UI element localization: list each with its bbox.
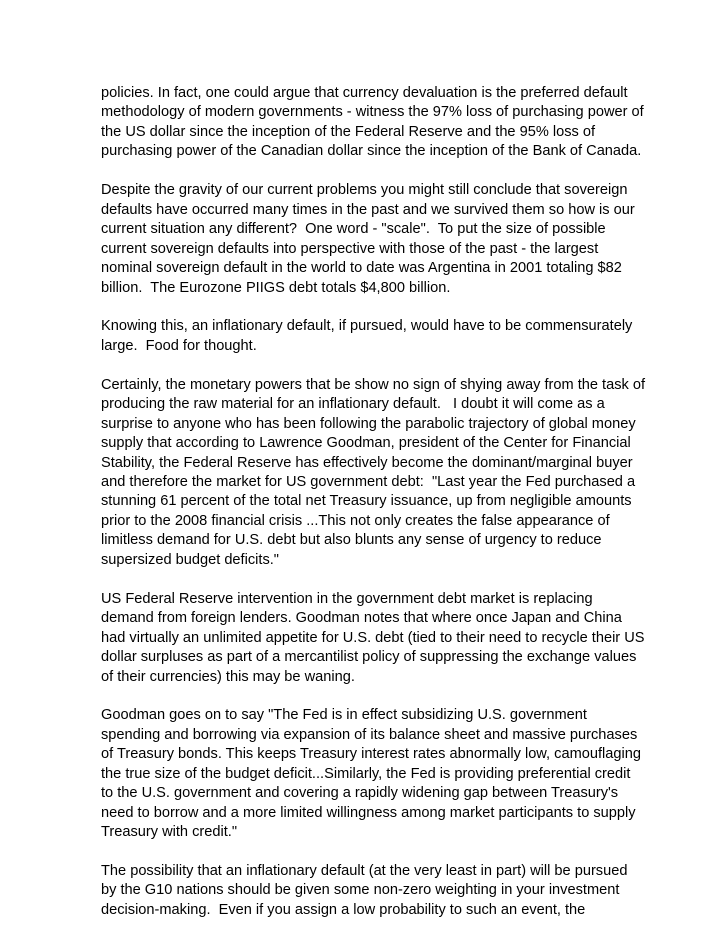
text-line: Certainly, the monetary powers that be show no sign of shying away from the task of bbox=[101, 376, 646, 393]
text-line: need to borrow and a more limited willingness among market participants to supply bbox=[101, 804, 636, 821]
text-line: US Federal Reserve intervention in the government debt market is replacing bbox=[101, 590, 593, 607]
text-line: decision-making. Even if you assign a low probability to such an event, the bbox=[101, 901, 586, 918]
text-line: defaults have occurred many times in the past and we survived them so how is our bbox=[101, 201, 635, 218]
text-line: purchasing power of the Canadian dollar since the inception of the Bank of Canada. bbox=[101, 143, 642, 160]
text-line: policies. In fact, one could argue that currency devaluation is the preferred default bbox=[101, 85, 628, 101]
text-line: the US dollar since the inception of the Federal Reserve and the 95% loss of bbox=[101, 123, 596, 140]
text-line: the true size of the budget deficit...Similarly, the Fed is providing preferential credit bbox=[101, 765, 631, 782]
text-line: billion. The Eurozone PIIGS debt totals $4,800 billion. bbox=[101, 279, 451, 296]
text-line: Stability, the Federal Reserve has effectively become the dominant/marginal buyer bbox=[101, 454, 633, 471]
text-line: Despite the gravity of our current problems you might still conclude that sovereign bbox=[101, 182, 628, 199]
paragraph-scale bbox=[101, 181, 691, 298]
document-page bbox=[101, 84, 691, 940]
text-line: methodology of modern governments - witness the 97% loss of purchasing power of bbox=[101, 104, 644, 121]
paragraph-currency-devaluation bbox=[101, 84, 691, 162]
text-line: had virtually an unlimited appetite for U.S. debt (tied to their need to recycle their US bbox=[101, 629, 645, 646]
paragraph-monetary-powers bbox=[101, 376, 691, 571]
paragraph-fed-intervention bbox=[101, 590, 691, 687]
paragraph-inflationary-default bbox=[101, 862, 691, 920]
text-line: current sovereign defaults into perspective with those of the past - the largest bbox=[101, 240, 599, 257]
paragraph-food-for-thought bbox=[101, 317, 691, 356]
text-line: Goodman goes on to say "The Fed is in effect subsidizing U.S. government bbox=[101, 707, 587, 724]
text-line: demand from foreign lenders. Goodman notes that where once Japan and China bbox=[101, 610, 622, 627]
text-line: by the G10 nations should be given some non-zero weighting in your investment bbox=[101, 882, 620, 899]
text-line: stunning 61 percent of the total net Treasury issuance, up from negligible amounts bbox=[101, 493, 632, 510]
text-line: surprise to anyone who has been following the parabolic trajectory of global money bbox=[101, 415, 636, 432]
text-line: large. Food for thought. bbox=[101, 337, 257, 354]
text-line: limitless demand for U.S. debt but also blunts any sense of urgency to reduce bbox=[101, 532, 602, 549]
text-line: Knowing this, an inflationary default, if pursued, would have to be commensurately bbox=[101, 318, 633, 335]
text-line: and therefore the market for US government debt: "Last year the Fed purchased a bbox=[101, 474, 636, 491]
text-line: Treasury with credit." bbox=[101, 824, 238, 841]
text-line: dollar surpluses as part of a mercantilist policy of suppressing the exchange values bbox=[101, 649, 637, 666]
text-line: supply that according to Lawrence Goodman, president of the Center for Financial bbox=[101, 435, 631, 452]
text-line: of Treasury bonds. This keeps Treasury interest rates abnormally low, camouflaging bbox=[101, 746, 641, 763]
text-line: current situation any different? One word - "scale". To put the size of possible bbox=[101, 221, 606, 238]
text-line: producing the raw material for an inflationary default. I doubt it will come as a bbox=[101, 396, 605, 413]
text-line: nominal sovereign default in the world to date was Argentina in 2001 totaling $82 bbox=[101, 260, 622, 277]
text-line: prior to the 2008 financial crisis ...This not only creates the false appearance of bbox=[101, 512, 610, 529]
text-line: to the U.S. government and covering a rapidly widening gap between Treasury's bbox=[101, 785, 619, 802]
text-line: The possibility that an inflationary default (at the very least in part) will be pursued bbox=[101, 863, 628, 880]
text-line: spending and borrowing via expansion of its balance sheet and massive purchases bbox=[101, 726, 638, 743]
text-line: supersized budget deficits." bbox=[101, 551, 279, 568]
paragraph-goodman-quote bbox=[101, 706, 691, 842]
text-line: of their currencies) this may be waning. bbox=[101, 668, 355, 685]
